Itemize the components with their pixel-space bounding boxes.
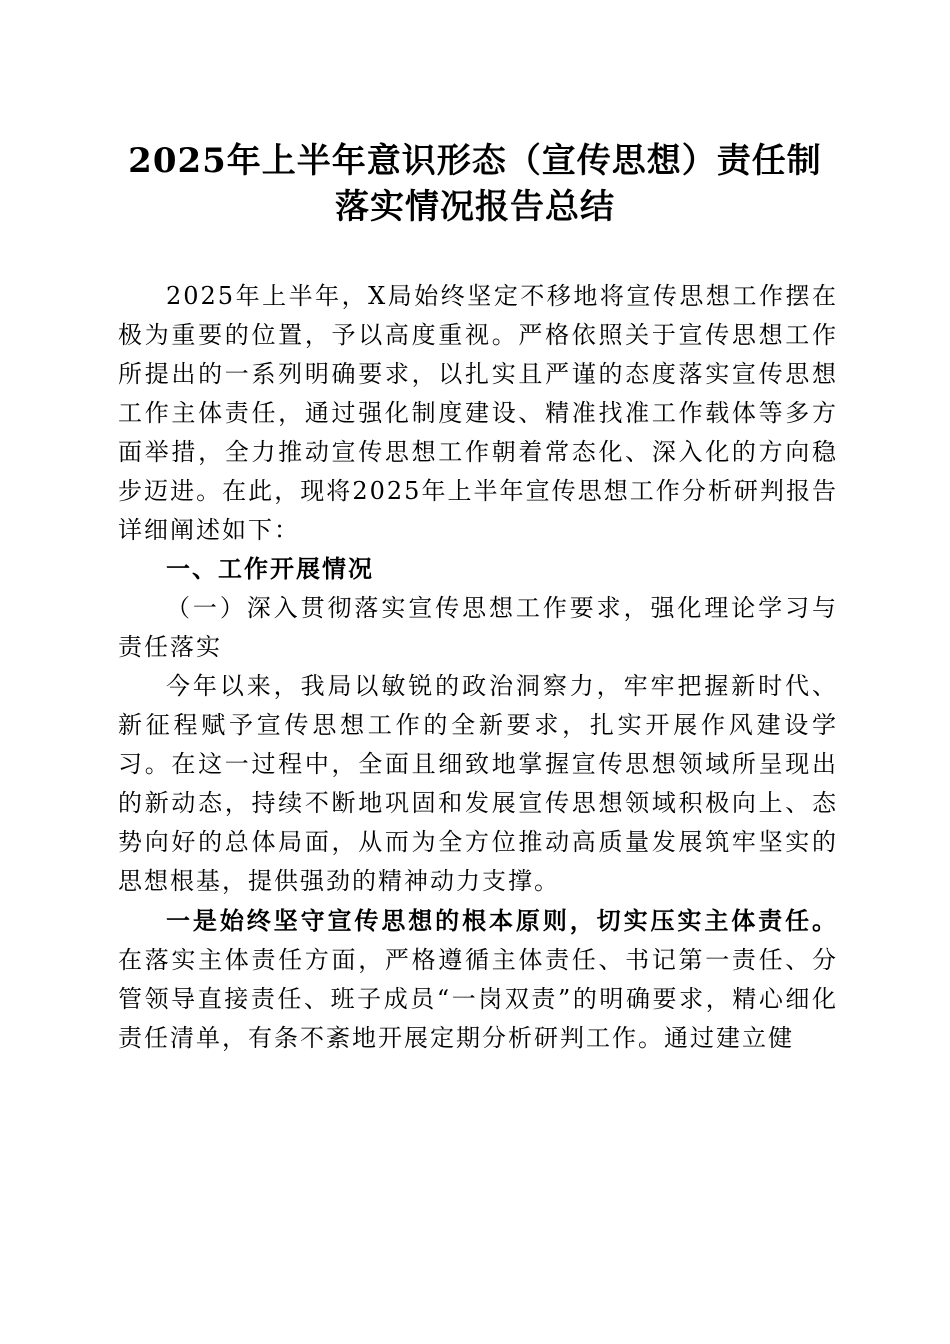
title-line-2: 落实情况报告总结 <box>335 187 615 227</box>
subsection-heading-1: （一）深入贯彻落实宣传思想工作要求，强化理论学习与责任落实 <box>118 594 838 661</box>
intro-paragraph: 2025年上半年，X局始终坚定不移地将宣传思想工作摆在极为重要的位置，予以高度重视。严格依照关于宣传思想工作所提出的一系列明确要求，以扎实且严谨的态度落实宣传思想工作主体责任，通过强化制度建设、精准找准工作载体等多方面举措，全力推动宣传思想工作朝着常态化、深入化的方向稳步迈进。在此，现将2025年上半年宣传思想工作分析研判报告详细阐述如下： <box>118 282 838 544</box>
paragraph-2: 今年以来，我局以敏锐的政治洞察力，牢牢把握新时代、新征程赋予宣传思想工作的全新要求，扎实开展作风建设学习。在这一过程中，全面且细致地掌握宣传思想领域所呈现出的新动态，持续不断地巩固和发展宣传思想领域积极向上、态势向好的总体局面，从而为全方位推动高质量发展筑牢坚实的思想根基，提供强劲的精神动力支撑。 <box>118 672 838 895</box>
paragraph-3-rest: 在落实主体责任方面，严格遵循主体责任、书记第一责任、分管领导直接责任、班子成员“一岗双责”的明确要求，精心细化责任清单，有条不紊地开展定期分析研判工作。通过建立健 <box>118 946 838 1052</box>
section-heading-1: 一、工作开展情况 <box>166 555 374 583</box>
document-title <box>100 138 850 230</box>
paragraph-3-lead: 一是始终坚守宣传思想的根本原则，切实压实主体责任。 <box>166 906 838 935</box>
paragraph-3 <box>118 901 838 1058</box>
title-line-1: 2025年上半年意识形态（宣传思想）责任制 <box>128 141 822 181</box>
document-body <box>118 277 838 1058</box>
